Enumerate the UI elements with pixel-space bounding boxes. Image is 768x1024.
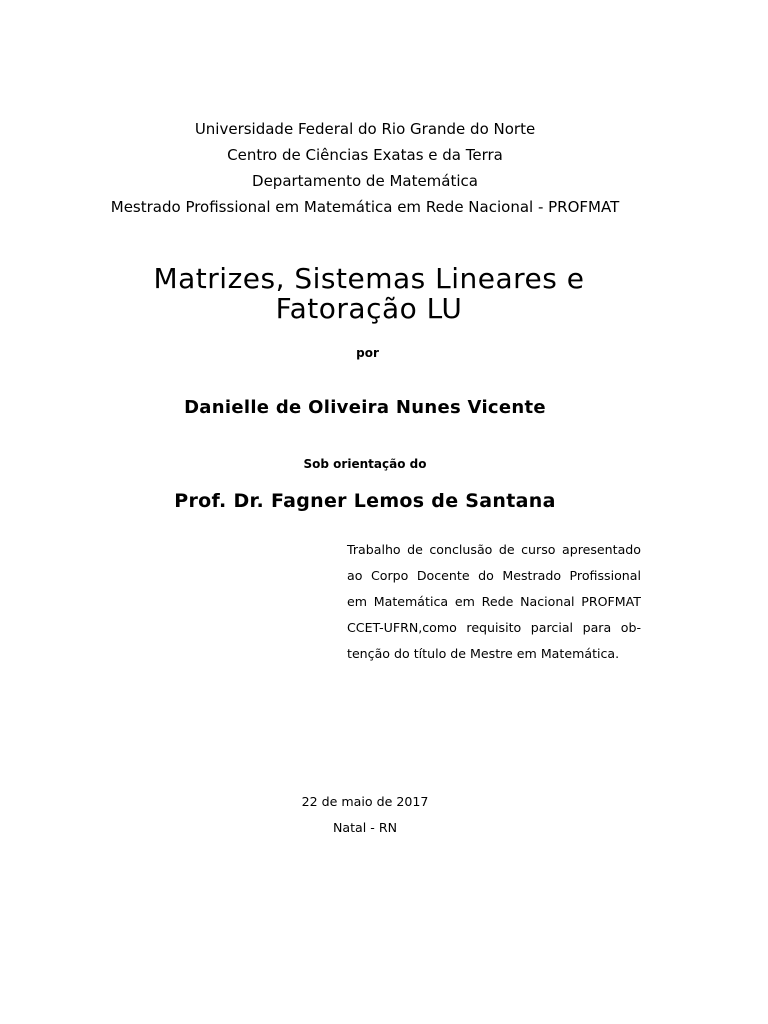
thesis-statement-line: ao Corpo Docente do Mestrado Profissional [347, 568, 641, 583]
by-label: por [356, 346, 379, 360]
department-name: Departamento de Matemática [252, 172, 478, 190]
thesis-title [0, 264, 738, 324]
institution-block [0, 116, 730, 220]
thesis-statement-line: CCET-UFRN,como requisito parcial para ob- [347, 620, 641, 635]
thesis-title-line-1: Matrizes, Sistemas Lineares e [153, 262, 585, 295]
thesis-statement-line: em Matemática em Rede Nacional PROFMAT [347, 594, 641, 609]
date-location-block [0, 789, 730, 841]
university-name: Universidade Federal do Rio Grande do Norte [194, 120, 536, 138]
program-name: Mestrado Profissional em Matemática em Rede Nacional - PROFMAT [110, 198, 620, 216]
advisor-name: Prof. Dr. Fagner Lemos de Santana [174, 490, 556, 512]
location: Natal - RN [332, 820, 397, 835]
thesis-statement [347, 537, 641, 667]
advisor-label: Sob orientação do [303, 457, 427, 471]
center-name: Centro de Ciências Exatas e da Terra [227, 146, 503, 164]
thesis-statement-line: Trabalho de conclusão de curso apresentado [347, 542, 641, 557]
submission-date: 22 de maio de 2017 [301, 794, 429, 809]
thesis-title-line-2: Fatoração LU [275, 292, 463, 325]
thesis-statement-line: tenção do título de Mestre em Matemática. [347, 646, 620, 661]
author-name: Danielle de Oliveira Nunes Vicente [184, 397, 546, 418]
